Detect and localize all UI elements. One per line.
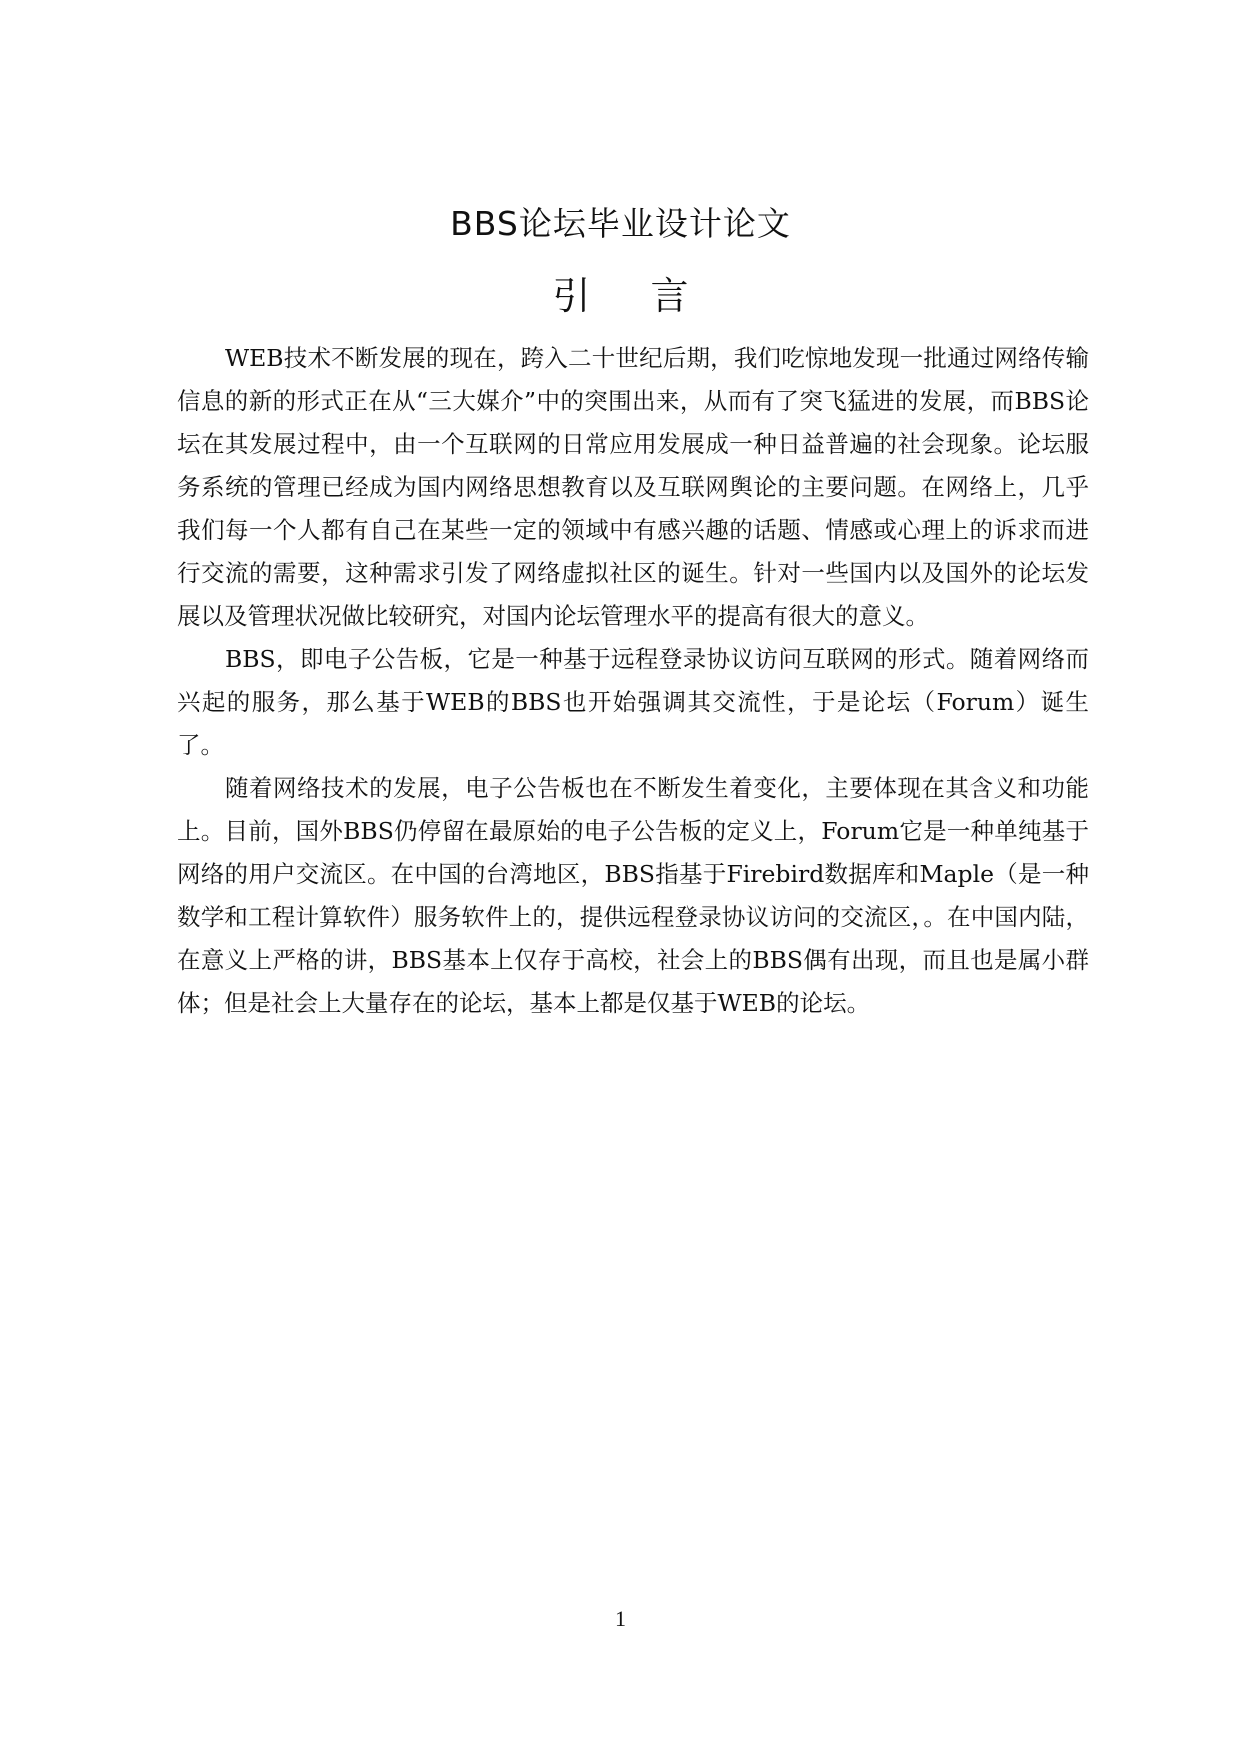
document-title: BBS论坛毕业设计论文 (450, 204, 791, 243)
page-number: 1 (615, 1606, 626, 1631)
paragraph: WEB技术不断发展的现在，跨入二十世纪后期，我们吃惊地发现一批通过网络传输信息的新的形式正在从“三大媒介”中的突围出来，从而有了突飞猛进的发展，而BBS论坛在其发展过程中，由一个互联网的日常应用发展成一种日益普遍的社会现象。论坛服务系统的管理已经成为国内网络思想教育以及互联网舆论的主要问题。在网络上，几乎我们每一个人都有自己在某些一定的领域中有感兴趣的话题、情感或心理上的诉求而进行交流的需要，这种需求引发了网络虚拟社区的诞生。针对一些国内以及国外的论坛发展以及管理状况做比较研究，对国内论坛管理水平的提高有很大的意义。 (177, 344, 1089, 630)
paragraph: 随着网络技术的发展，电子公告板也在不断发生着变化，主要体现在其含义和功能上。目前，国外BBS仍停留在最原始的电子公告板的定义上，Forum它是一种单纯基于网络的用户交流区。在中国的台湾地区，BBS指基于Firebird数据库和Maple（是一种数学和工程计算软件）服务软件上的，提供远程登录协议访问的交流区，。在中国内陆，在意义上严格的讲，BBS基本上仅存于高校，社会上的BBS偶有出现，而且也是属小群体；但是社会上大量存在的论坛，基本上都是仅基于WEB的论坛。 (177, 774, 1089, 1017)
paragraph: BBS，即电子公告板，它是一种基于远程登录协议访问互联网的形式。随着网络而兴起的服务，那么基于WEB的BBS也开始强调其交流性，于是论坛（Forum）诞生了。 (177, 645, 1089, 759)
section-heading: 引 言 (552, 274, 713, 318)
body-text (177, 337, 1089, 1025)
